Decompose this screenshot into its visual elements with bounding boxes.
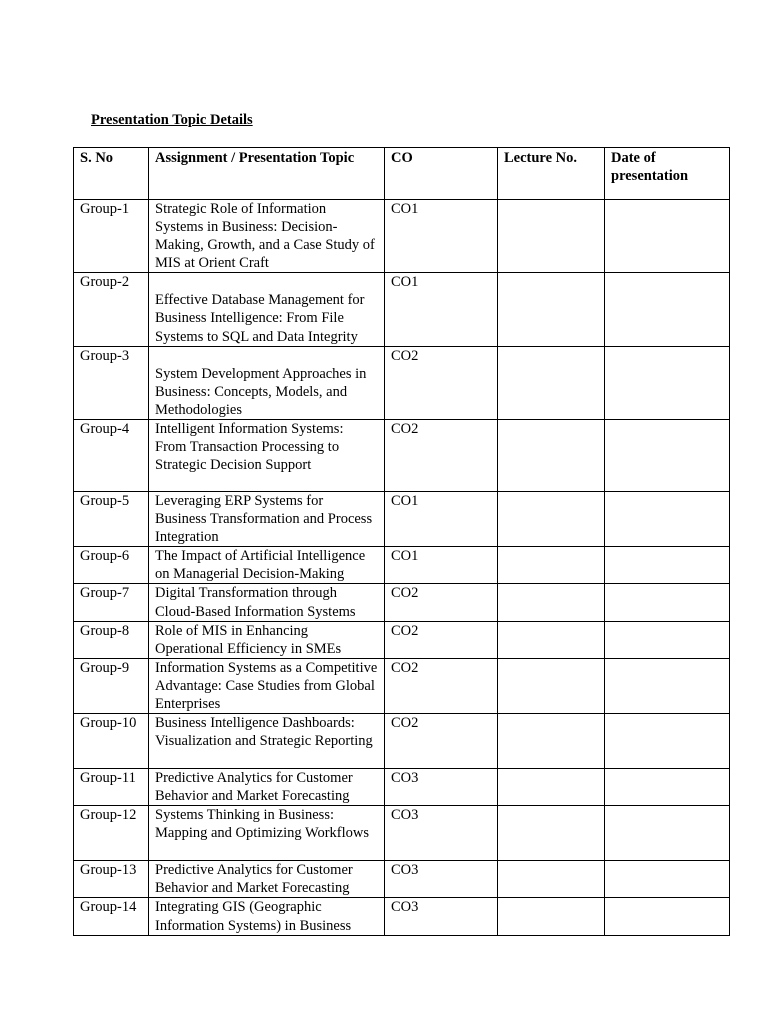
topic-cell [149,898,385,935]
topic-text: Intelligent Information Systems: From Transaction Processing to Strategic Decision Support [155,420,344,474]
lecture-cell[interactable] [498,898,605,935]
lecture-cell[interactable] [498,658,605,713]
topic-text: Leveraging ERP Systems for Business Transformation and Process Integration [155,492,373,546]
topic-cell [149,419,385,491]
topic-text: Information Systems as a Competitive Advantage: Case Studies from Global Enterprises [155,659,378,712]
date-cell[interactable] [605,491,730,546]
table-row [74,769,730,806]
table-row [74,491,730,546]
date-cell[interactable] [605,273,730,346]
topic-text: Business Intelligence Dashboards: Visualization and Strategic Reporting [155,715,373,750]
table-row [74,273,730,346]
table-row [74,419,730,491]
co-cell: CO2 [385,419,498,491]
sno-cell: Group-13 [74,861,149,898]
table-row [74,584,730,621]
co-cell: CO1 [385,200,498,273]
sno-cell: Group-10 [74,714,149,769]
table-row [74,621,730,658]
date-cell[interactable] [605,861,730,898]
topic-text: System Development Approaches in Business: Concepts, Models, and Methodologies [155,365,367,418]
topic-cell [149,491,385,546]
sno-cell: Group-6 [74,547,149,584]
header-co: CO [385,148,498,200]
topic-cell [149,806,385,861]
co-cell: CO3 [385,861,498,898]
topic-text: Predictive Analytics for Customer Behavior and Market Forecasting [155,770,353,805]
co-cell: CO2 [385,621,498,658]
co-cell: CO2 [385,346,498,419]
co-cell: CO1 [385,273,498,346]
sno-cell: Group-4 [74,419,149,491]
date-cell[interactable] [605,714,730,769]
topic-text: Effective Database Management for Business Intelligence: From File Systems to SQL and Data Integrity [155,292,365,345]
lecture-cell[interactable] [498,491,605,546]
sno-cell: Group-7 [74,584,149,621]
topic-text: Role of MIS in Enhancing Operational Efficiency in SMEs [155,622,342,657]
lecture-cell[interactable] [498,861,605,898]
table-row [74,658,730,713]
sno-cell: Group-12 [74,806,149,861]
topic-cell [149,346,385,419]
topic-text: Systems Thinking in Business: Mapping and Optimizing Workflows [155,807,370,842]
table-row [74,200,730,273]
lecture-cell[interactable] [498,547,605,584]
co-cell: CO3 [385,898,498,935]
lecture-cell[interactable] [498,419,605,491]
topic-cell [149,861,385,898]
lecture-cell[interactable] [498,714,605,769]
topic-cell [149,547,385,584]
date-cell[interactable] [605,547,730,584]
sno-cell: Group-1 [74,200,149,273]
page-title: Presentation Topic Details [91,112,253,128]
lecture-cell[interactable] [498,200,605,273]
table-row [74,547,730,584]
lecture-cell[interactable] [498,769,605,806]
header-sno: S. No [74,148,149,200]
co-cell: CO2 [385,658,498,713]
co-cell: CO3 [385,769,498,806]
date-cell[interactable] [605,584,730,621]
sno-cell: Group-14 [74,898,149,935]
sno-cell: Group-5 [74,491,149,546]
header-topic: Assignment / Presentation Topic [149,148,385,200]
date-cell[interactable] [605,806,730,861]
topic-text: Strategic Role of Information Systems in Business: Decision-Making, Growth, and a Case Study of MIS at Orient Craft [155,201,375,272]
topic-text: Digital Transformation through Cloud-Based Information Systems [155,585,356,620]
topic-cell [149,273,385,346]
table-row [74,898,730,935]
lecture-cell[interactable] [498,806,605,861]
topic-cell [149,658,385,713]
lecture-cell[interactable] [498,346,605,419]
table-row [74,346,730,419]
sno-cell: Group-2 [74,273,149,346]
topic-cell [149,769,385,806]
date-cell[interactable] [605,658,730,713]
topic-cell [149,200,385,273]
lecture-cell[interactable] [498,584,605,621]
topic-cell [149,584,385,621]
co-cell: CO1 [385,491,498,546]
lecture-cell[interactable] [498,273,605,346]
table-row [74,806,730,861]
topic-text: Predictive Analytics for Customer Behavior and Market Forecasting [155,862,353,897]
table-row [74,714,730,769]
topic-cell [149,621,385,658]
co-cell: CO2 [385,584,498,621]
co-cell: CO1 [385,547,498,584]
sno-cell: Group-3 [74,346,149,419]
header-lecture: Lecture No. [498,148,605,200]
date-cell[interactable] [605,621,730,658]
topic-text: The Impact of Artificial Intelligence on Managerial Decision-Making [155,548,366,583]
sno-cell: Group-9 [74,658,149,713]
topic-text: Integrating GIS (Geographic Information Systems) in Business [155,899,352,934]
header-date: Date of presentation [605,148,730,200]
date-cell[interactable] [605,419,730,491]
header-row [74,148,730,200]
table-row [74,861,730,898]
date-cell[interactable] [605,898,730,935]
date-cell[interactable] [605,346,730,419]
date-cell[interactable] [605,200,730,273]
lecture-cell[interactable] [498,621,605,658]
co-cell: CO3 [385,806,498,861]
date-cell[interactable] [605,769,730,806]
topic-cell [149,714,385,769]
sno-cell: Group-11 [74,769,149,806]
co-cell: CO2 [385,714,498,769]
presentation-topics-table [73,147,730,936]
sno-cell: Group-8 [74,621,149,658]
